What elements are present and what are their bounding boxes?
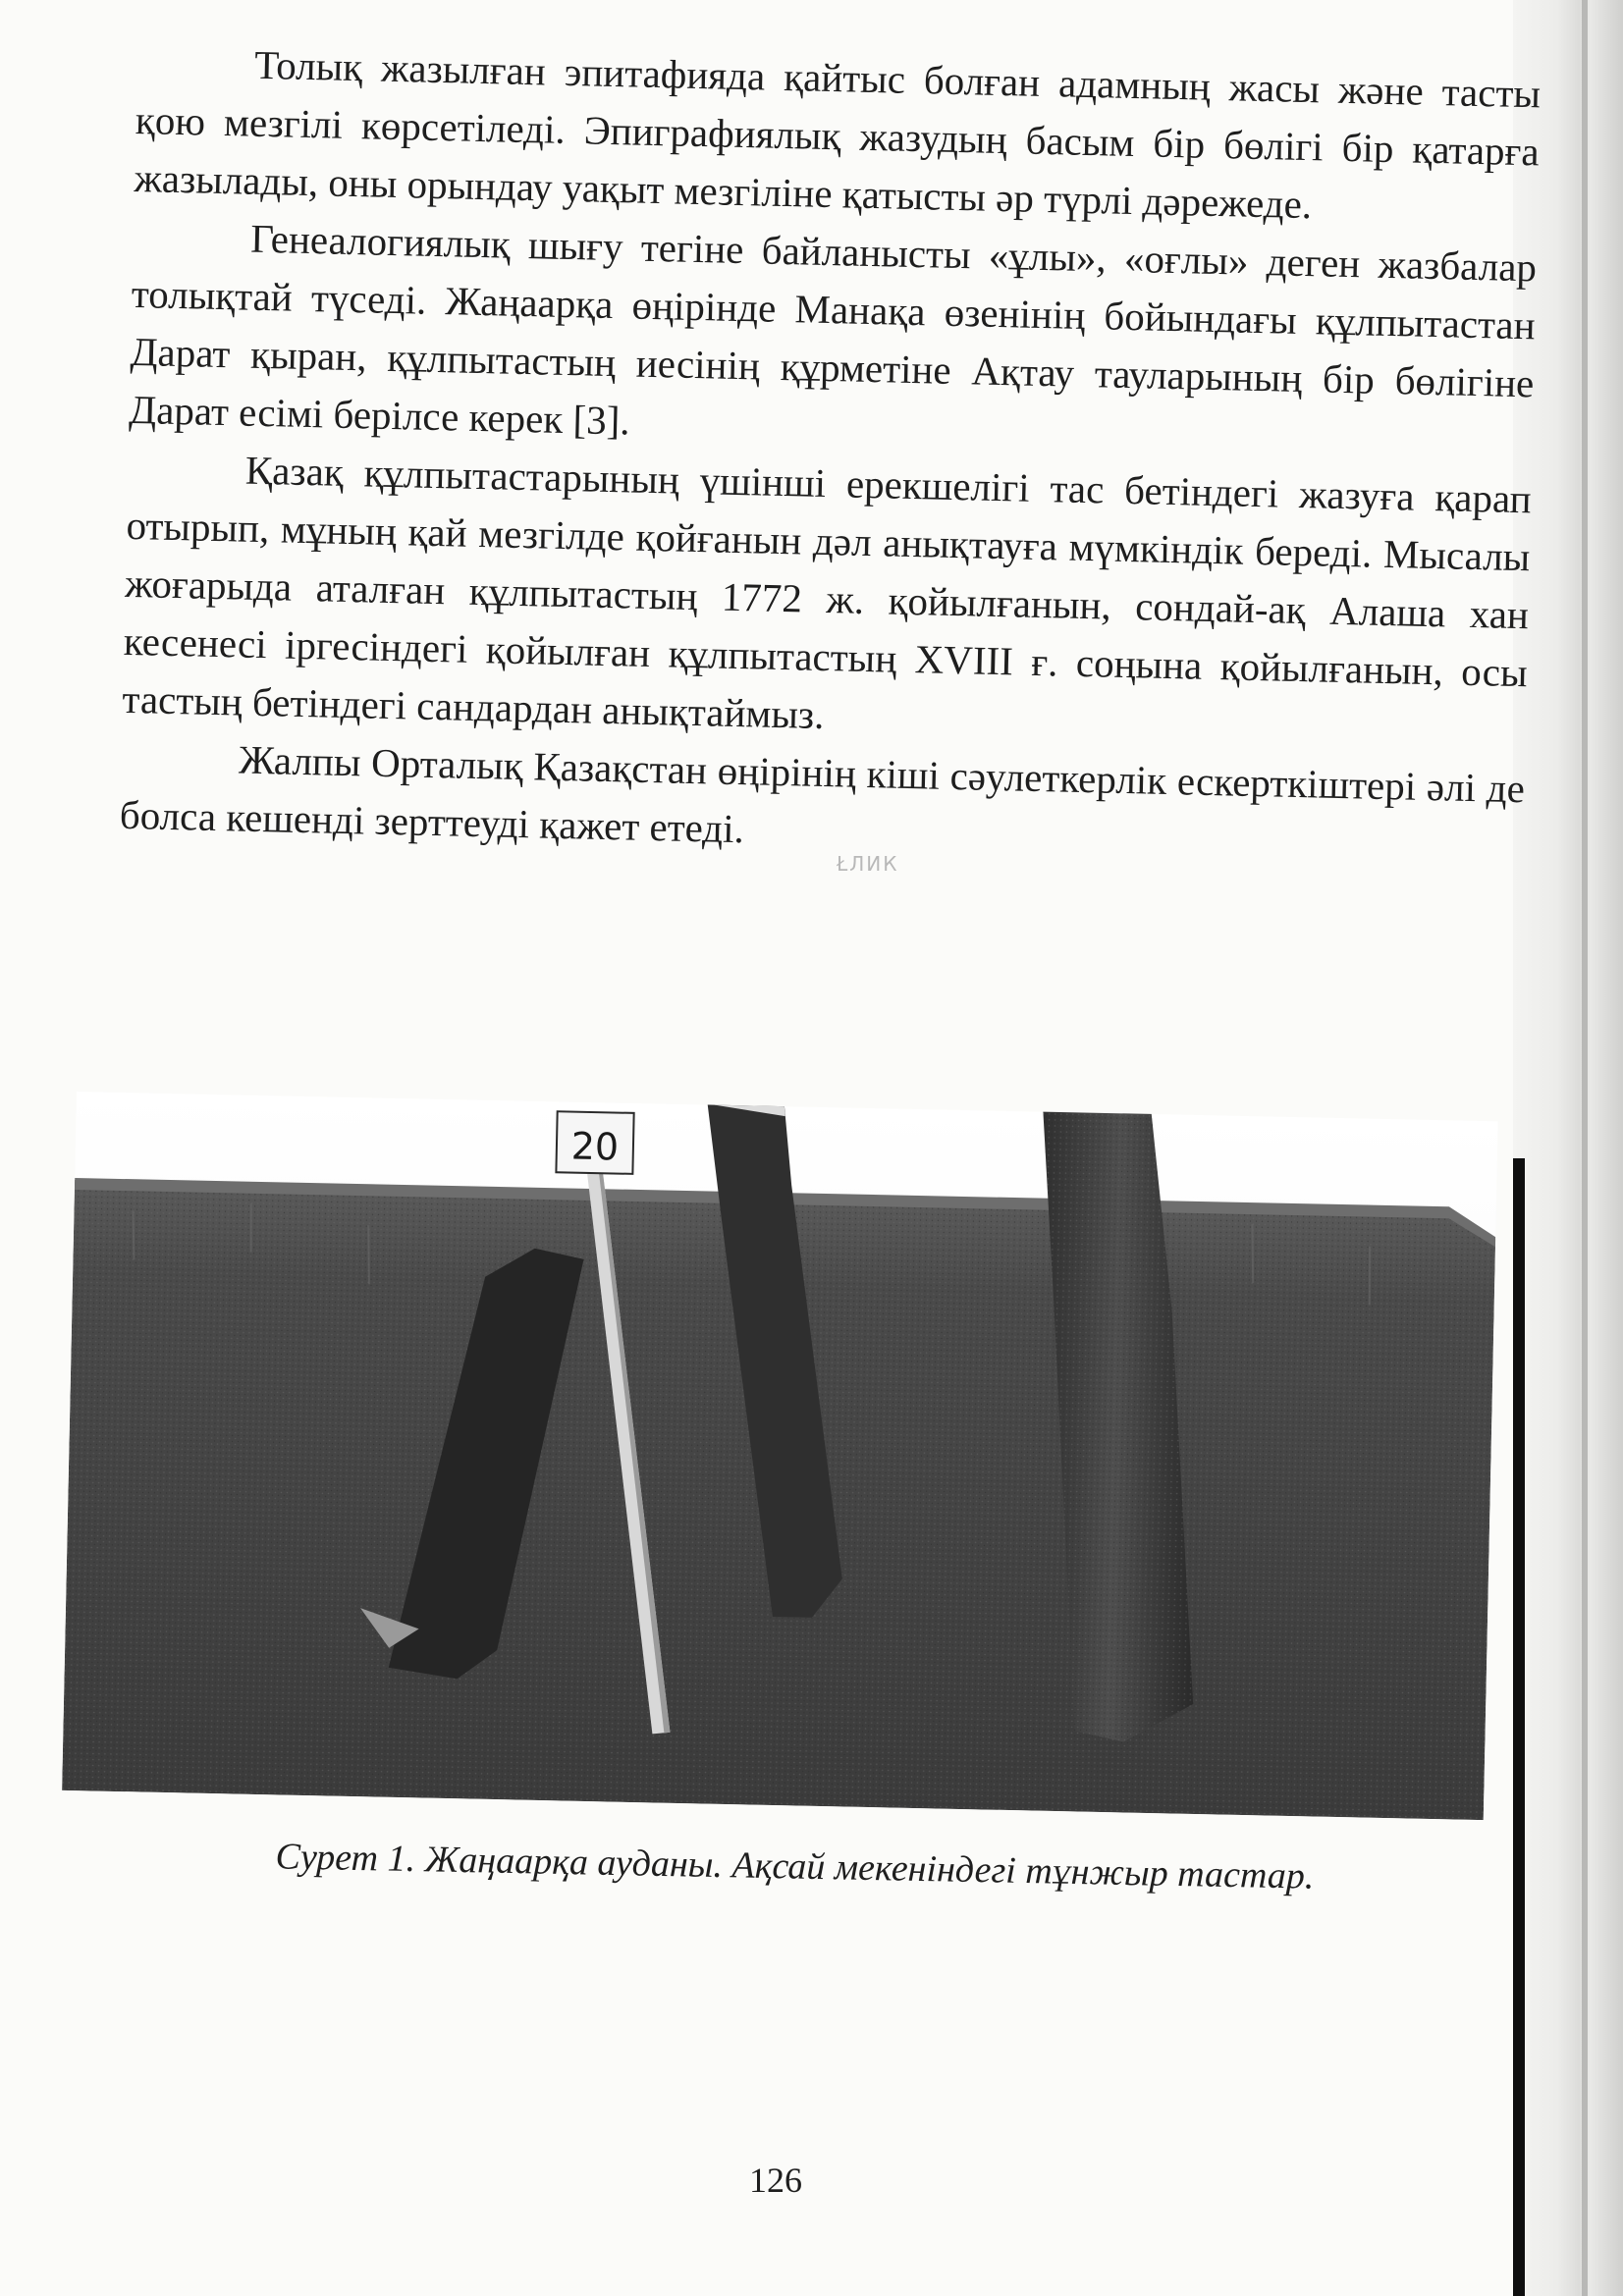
figure-caption: Сурет 1. Жаңаарқа ауданы. Ақсай мекеніндегі тұнжыр тастар. bbox=[275, 1836, 1315, 1897]
paragraph-2: Генеалогиялық шығу тегіне байланысты «ұлы», «оғлы» деген жазбалар толықтай түседі. Жаңаарқа өңірінде Манақа өзенінің бойындағы құлпытастан Дарат қыран, құлпытастың иесінің құрметіне Ақтау тауларының бір бөлігіне Дарат есімі берілсе керек [3]. bbox=[128, 215, 1538, 444]
body-text bbox=[119, 33, 1541, 876]
page-edge-dark-strip bbox=[1513, 1158, 1525, 2296]
paragraph-1: Толық жазылған эпитафияда қайтыс болған адамның жасы және тасты қою мезгілі көрсетіледі. Эпиграфиялық жазудың басым бір бөлігі бір қатарға жазылады, оны орындау уақыт мезгіліне қатысты әр түрлі дәрежеде. bbox=[134, 41, 1542, 228]
sign-number: 20 bbox=[570, 1124, 620, 1169]
paragraph-4: Жалпы Орталық Қазақстан өңірінің кіші сәулеткерлік ескерткіштері әлі де болса кешенді зерттеуді қажет етеді. bbox=[119, 736, 1526, 852]
faint-stamp: ŁЛИК bbox=[837, 852, 899, 876]
photo-steppe-stones bbox=[62, 1092, 1498, 1820]
page-number: 126 bbox=[749, 2161, 802, 2200]
figure-photo bbox=[62, 1092, 1498, 1820]
page-edge-crease bbox=[1582, 0, 1588, 2296]
paragraph-3: Қазақ құлпытастарының үшінші ерекшелігі тас бетіндегі жазуға қарап отырып, мұның қай мезгілде қойғанын дәл анықтауға мүмкіндік береді. Мысалы жоғарыда аталған құлпытастың 1772 ж. қойылғанын, сондай-ақ Алаша хан кесенесі іргесіндегі қойылған құлпытастың XVIII ғ. соңына қойылғанын, осы тастың бетіндегі сандардан анықтаймыз. bbox=[122, 447, 1533, 738]
